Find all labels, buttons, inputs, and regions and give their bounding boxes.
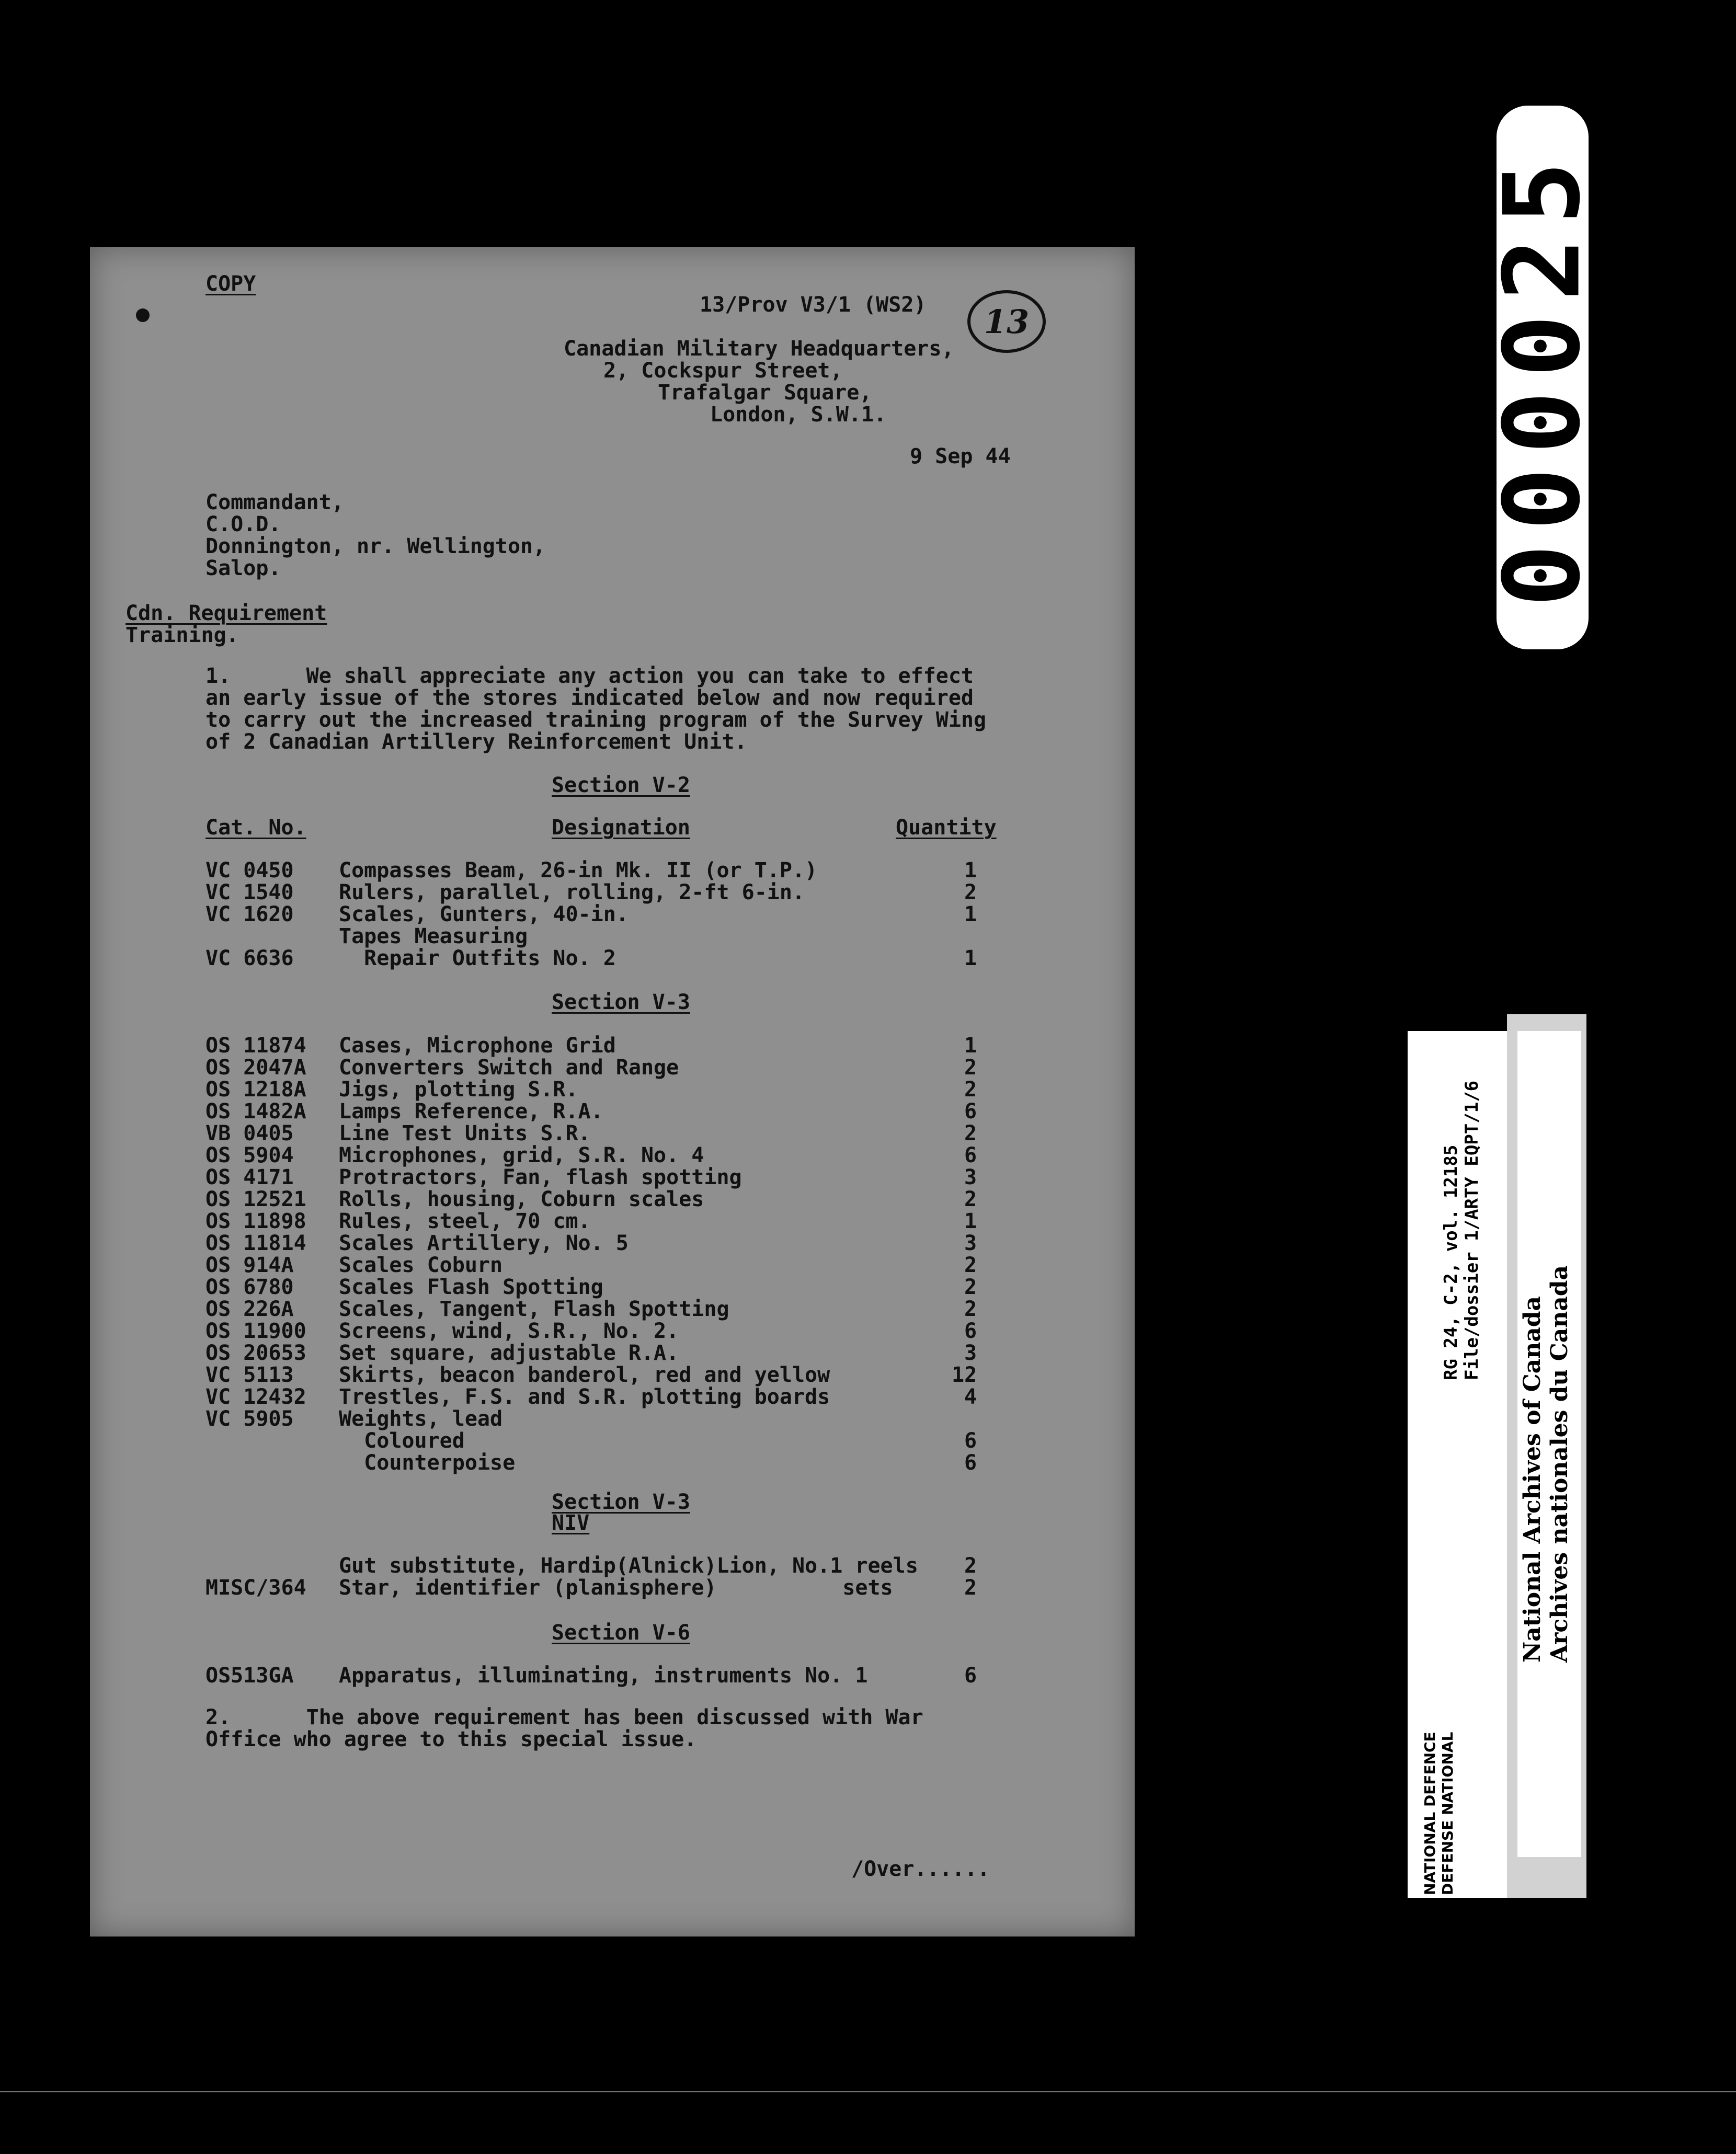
- item-cat-no: OS 226A: [205, 1297, 294, 1321]
- item-designation: Counterpoise: [339, 1451, 516, 1475]
- item-quantity: 1: [964, 1034, 977, 1058]
- recipient-line: Salop.: [205, 556, 281, 580]
- archives-name-en: National Archives of Canada: [1519, 1296, 1546, 1663]
- item-cat-no: OS 4171: [205, 1165, 294, 1189]
- item-designation: Microphones, grid, S.R. No. 4: [339, 1143, 704, 1167]
- item-cat-no: OS 6780: [205, 1275, 294, 1299]
- item-designation: Scales Coburn: [339, 1253, 503, 1277]
- address-line: 2, Cockspur Street,: [603, 359, 843, 383]
- frame-number-stamp: [1481, 106, 1604, 649]
- item-quantity: 2: [964, 1297, 977, 1321]
- archive-reference-line: RG 24, C-2, vol. 12185: [1441, 1144, 1461, 1380]
- section-heading: Section V-2: [552, 773, 690, 797]
- item-designation: Trestles, F.S. and S.R. plotting boards: [339, 1385, 830, 1409]
- recipient-line: Commandant,: [205, 490, 344, 514]
- column-header-quantity: Quantity: [896, 816, 997, 840]
- item-quantity: 2: [964, 1187, 977, 1211]
- item-cat-no: OS 11874: [205, 1034, 306, 1058]
- over-marker: /Over......: [851, 1857, 990, 1881]
- item-quantity: 2: [964, 1121, 977, 1145]
- item-quantity: 2: [964, 1253, 977, 1277]
- item-cat-no: OS 11898: [205, 1209, 306, 1233]
- item-designation: Scales Flash Spotting: [339, 1275, 603, 1299]
- folio-number: 13: [984, 302, 1030, 341]
- copy-label: COPY: [205, 272, 256, 296]
- address-line: London, S.W.1.: [710, 403, 887, 427]
- item-designation: Tapes Measuring: [339, 924, 528, 948]
- item-quantity: 6: [964, 1143, 977, 1167]
- item-designation: Skirts, beacon banderol, red and yellow: [339, 1363, 830, 1387]
- item-cat-no: VC 5905: [205, 1407, 294, 1431]
- item-cat-no: VC 0450: [205, 858, 294, 883]
- item-designation: Converters Switch and Range: [339, 1056, 679, 1080]
- item-quantity: 6: [964, 1319, 977, 1343]
- paragraph-line: an early issue of the stores indicated below and now required: [205, 686, 974, 710]
- item-designation: Rulers, parallel, rolling, 2-ft 6-in.: [339, 880, 805, 904]
- item-quantity: 3: [964, 1231, 977, 1255]
- address-line: Canadian Military Headquarters,: [564, 337, 954, 361]
- item-designation: Line Test Units S.R.: [339, 1121, 591, 1145]
- paragraph-line: to carry out the increased training program of the Survey Wing: [205, 708, 987, 732]
- item-designation: Scales Artillery, No. 5: [339, 1231, 629, 1255]
- item-quantity: 2: [964, 1554, 977, 1578]
- item-cat-no: OS 1218A: [205, 1078, 306, 1102]
- address-line: Trafalgar Square,: [658, 381, 872, 405]
- letter-date: 9 Sep 44: [910, 444, 1011, 468]
- item-designation: Weights, lead: [339, 1407, 503, 1431]
- item-quantity: 1: [964, 946, 977, 970]
- item-quantity: 6: [964, 1451, 977, 1475]
- film-edge-line: [0, 2091, 1736, 2092]
- item-designation: Star, identifier (planisphere) sets: [339, 1576, 893, 1600]
- item-designation: Scales, Tangent, Flash Spotting: [339, 1297, 729, 1321]
- item-quantity: 2: [964, 1275, 977, 1299]
- item-quantity: 6: [964, 1429, 977, 1453]
- item-quantity: 2: [964, 1576, 977, 1600]
- item-quantity: 2: [964, 1056, 977, 1080]
- item-designation: Lamps Reference, R.A.: [339, 1099, 603, 1124]
- item-cat-no: OS513GA: [205, 1664, 294, 1688]
- item-quantity: 1: [964, 1209, 977, 1233]
- item-cat-no: OS 11814: [205, 1231, 306, 1255]
- item-quantity: 6: [964, 1664, 977, 1688]
- archives-name: [1519, 1265, 1573, 1663]
- item-cat-no: VC 12432: [205, 1385, 306, 1409]
- item-designation: Screens, wind, S.R., No. 2.: [339, 1319, 679, 1343]
- paragraph-line: 1. We shall appreciate any action you can take to effect: [205, 664, 974, 688]
- item-quantity: 2: [964, 880, 977, 904]
- paragraph-line: of 2 Canadian Artillery Reinforcement Unit.: [205, 730, 747, 754]
- subject-line: Training.: [125, 623, 239, 647]
- item-cat-no: OS 2047A: [205, 1056, 306, 1080]
- item-cat-no: MISC/364: [205, 1576, 306, 1600]
- item-designation: Gut substitute, Hardip(Alnick)Lion, No.1 reels: [339, 1554, 918, 1578]
- frame-number: 000025: [1481, 147, 1604, 608]
- item-quantity: 1: [964, 858, 977, 883]
- item-designation: Repair Outfits No. 2: [339, 946, 616, 970]
- recipient-line: Donnington, nr. Wellington,: [205, 534, 546, 558]
- item-quantity: 3: [964, 1341, 977, 1365]
- item-quantity: 4: [964, 1385, 977, 1409]
- item-designation: Rolls, housing, Coburn scales: [339, 1187, 704, 1211]
- item-quantity: 1: [964, 902, 977, 926]
- item-cat-no: VC 1540: [205, 880, 294, 904]
- section-heading: NIV: [552, 1511, 590, 1535]
- item-cat-no: OS 914A: [205, 1253, 294, 1277]
- item-cat-no: OS 20653: [205, 1341, 306, 1365]
- section-heading: Section V-3: [552, 990, 690, 1014]
- archive-reference-line: File/dossier 1/ARTY EQPT/1/6: [1461, 1080, 1482, 1380]
- column-header-cat: Cat. No.: [205, 816, 306, 840]
- item-cat-no: VC 6636: [205, 946, 294, 970]
- item-designation: Protractors, Fan, flash spotting: [339, 1165, 742, 1189]
- item-cat-no: OS 5904: [205, 1143, 294, 1167]
- department-stamp: [1421, 1732, 1457, 1895]
- item-designation: Apparatus, illuminating, instruments No. 1: [339, 1664, 868, 1688]
- section-heading: Section V-3: [552, 1490, 690, 1514]
- reference-number: 13/Prov V3/1 (WS2): [700, 293, 927, 317]
- item-cat-no: VC 5113: [205, 1363, 294, 1387]
- item-designation: Rules, steel, 70 cm.: [339, 1209, 591, 1233]
- folio-number-circle: [967, 290, 1046, 353]
- item-designation: Coloured: [339, 1429, 465, 1453]
- subject-line: Cdn. Requirement: [125, 601, 327, 625]
- item-cat-no: VC 1620: [205, 902, 294, 926]
- item-quantity: 6: [964, 1099, 977, 1124]
- archives-name-fr: Archives nationales du Canada: [1546, 1265, 1573, 1663]
- item-cat-no: VB 0405: [205, 1121, 294, 1145]
- item-quantity: 2: [964, 1078, 977, 1102]
- item-designation: Compasses Beam, 26-in Mk. II (or T.P.): [339, 858, 818, 883]
- item-cat-no: OS 1482A: [205, 1099, 306, 1124]
- item-designation: Jigs, plotting S.R.: [339, 1078, 578, 1102]
- item-designation: Cases, Microphone Grid: [339, 1034, 616, 1058]
- item-quantity: 3: [964, 1165, 977, 1189]
- department-en: NATIONAL DEFENCE: [1421, 1732, 1438, 1895]
- item-quantity: 12: [952, 1363, 977, 1387]
- archive-reference: [1441, 1081, 1482, 1380]
- paragraph-line: 2. The above requirement has been discussed with War: [205, 1705, 923, 1729]
- item-cat-no: OS 11900: [205, 1319, 306, 1343]
- column-header-designation: Designation: [552, 816, 690, 840]
- paragraph-line: Office who agree to this special issue.: [205, 1727, 697, 1751]
- punch-hole-mark: [136, 308, 150, 322]
- item-designation: Scales, Gunters, 40-in.: [339, 902, 629, 926]
- item-designation: Set square, adjustable R.A.: [339, 1341, 679, 1365]
- section-heading: Section V-6: [552, 1621, 690, 1645]
- item-cat-no: OS 12521: [205, 1187, 306, 1211]
- department-fr: DEFENSE NATIONAL: [1439, 1732, 1456, 1895]
- recipient-line: C.O.D.: [205, 512, 281, 536]
